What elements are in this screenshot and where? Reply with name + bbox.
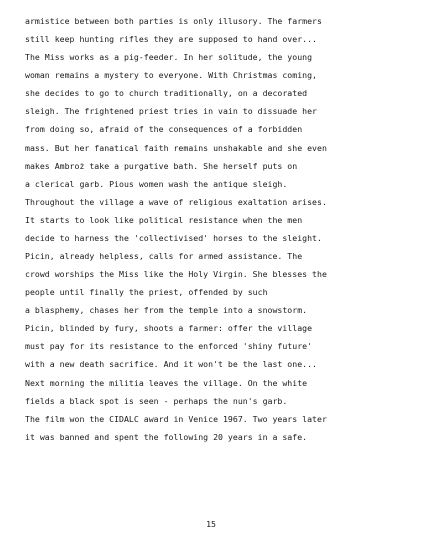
text-line: from doing so, afraid of the consequences of a forbidden [25,124,303,135]
page-number: 15 [206,519,216,529]
text-line: The film won the CIDALC award in Venice 1967. Two years later [25,413,327,424]
text-line: sleigh. The frightened priest tries in vain to dissuade her [25,106,318,117]
text-line: The Miss works as a pig-feeder. In her solitude, the young [25,52,313,63]
text-line: still keep hunting rifles they are supposed to hand over... [25,34,318,45]
text-line: Throughout the village a wave of religious exaltation arises. [25,196,327,207]
text-line: armistice between both parties is only illusory. The farmers [25,16,322,26]
text-line: a clerical garb. Pious women wash the antique sleigh. [25,178,288,189]
text-line: must pay for its resistance to the enforced 'shiny future' [25,341,313,352]
text-line: It starts to look like political resistance when the men [25,214,303,225]
text-line: crowd worships the Miss like the Holy Virgin. She blesses the [25,269,327,280]
text-line: with a new death sacrifice. And it won't be the last one... [25,359,318,370]
text-line: decide to harness the 'collectivised' horses to the sleight. [25,232,322,243]
text-line: fields a black spot is seen - perhaps the nun's garb. [25,395,288,406]
text-line: she decides to go to church traditionally, on a decorated [25,88,308,99]
text-line: Next morning the militia leaves the village. On the white [25,377,308,388]
body-text [25,12,417,446]
text-line: it was banned and spent the following 20 years in a safe. [25,431,308,442]
text-line: woman remains a mystery to everyone. With Christmas coming, [25,70,318,81]
text-line: makes Ambroż take a purgative bath. She herself puts on [25,160,298,171]
text-line: Picin, already helpless, calls for armed assistance. The [25,251,303,262]
text-line: people until finally the priest, offended by such [25,287,268,298]
text-line: a blasphemy, chases her from the temple into a snowstorm. [25,305,308,316]
text-line: Picin, blinded by fury, shoots a farmer: offer the village [25,323,313,334]
text-line: mass. But her fanatical faith remains unshakable and she even [25,142,327,153]
